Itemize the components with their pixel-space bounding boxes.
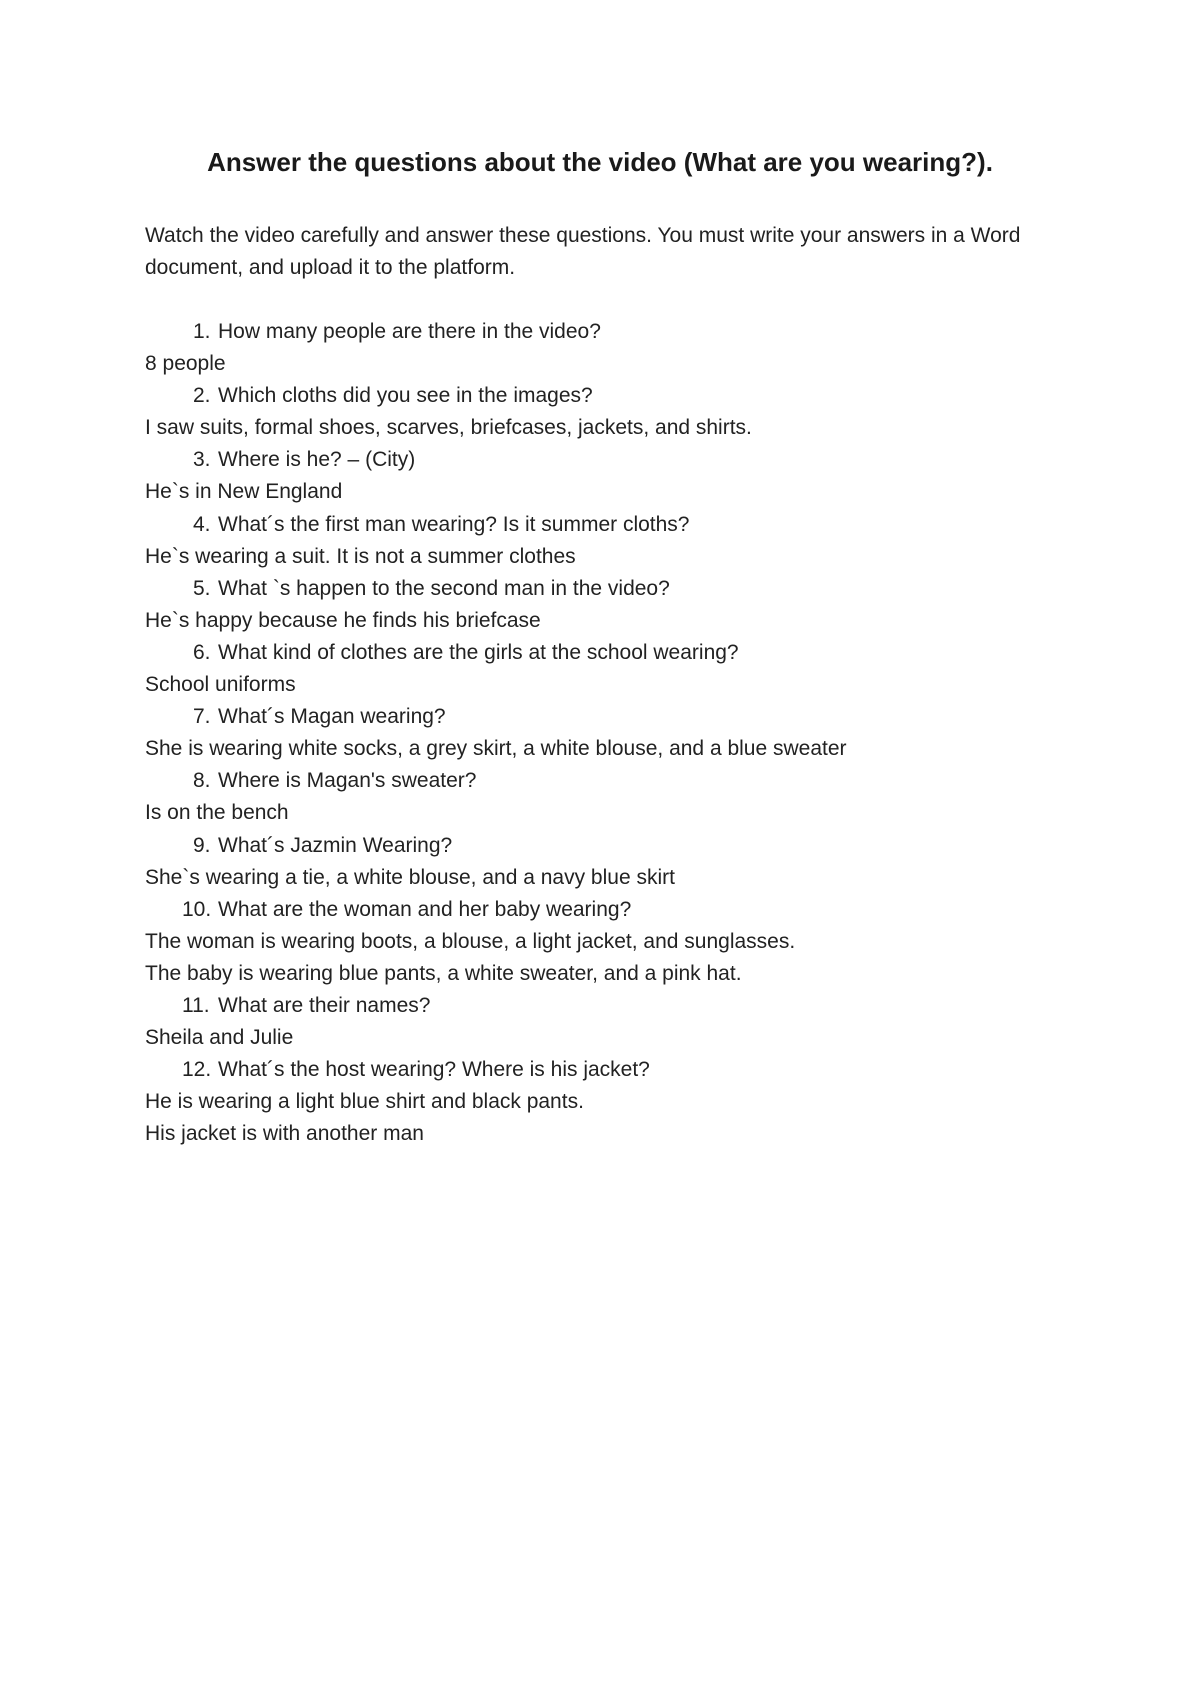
- question-number: 10.: [182, 897, 212, 921]
- document-intro: Watch the video carefully and answer these questions. You must write your answers in a Word document, and upload it to the platform.: [145, 224, 1021, 279]
- question-number: 6.: [193, 640, 211, 664]
- question-item: [145, 990, 1075, 1022]
- question-number: 9.: [193, 833, 211, 857]
- answer-text: He`s in New England: [145, 480, 343, 504]
- answer-text: He is wearing a light blue shirt and black pants.: [145, 1090, 584, 1114]
- question-text: Where is he? – (City): [218, 448, 416, 472]
- question-item: [145, 637, 1075, 669]
- question-text: What´s the first man wearing? Is it summer cloths?: [218, 512, 690, 536]
- question-item: [145, 573, 1075, 605]
- answer-text: School uniforms: [145, 673, 296, 697]
- question-item: [145, 509, 1075, 541]
- question-item: [145, 1054, 1075, 1086]
- question-text: What are the woman and her baby wearing?: [218, 897, 632, 921]
- question-text: What´s Jazmin Wearing?: [218, 833, 453, 857]
- question-text: Where is Magan's sweater?: [218, 769, 477, 793]
- question-number: 5.: [193, 576, 211, 600]
- question-number: 2.: [193, 384, 211, 408]
- question-number: 12.: [182, 1058, 212, 1082]
- question-item: [145, 380, 1075, 412]
- answer-text: He`s wearing a suit. It is not a summer clothes: [145, 544, 576, 568]
- answer-text: She`s wearing a tie, a white blouse, and a navy blue skirt: [145, 865, 675, 889]
- question-text: Which cloths did you see in the images?: [218, 384, 593, 408]
- answer-text: His jacket is with another man: [145, 1122, 424, 1146]
- question-item: [145, 444, 1075, 476]
- question-number: 4.: [193, 512, 211, 536]
- question-item: [145, 894, 1075, 926]
- question-item: [145, 701, 1075, 733]
- question-number: 8.: [193, 769, 211, 793]
- question-number: 7.: [193, 705, 211, 729]
- question-number: 3.: [193, 448, 211, 472]
- question-text: What kind of clothes are the girls at the school wearing?: [218, 640, 739, 664]
- answer-text: I saw suits, formal shoes, scarves, briefcases, jackets, and shirts.: [145, 416, 752, 440]
- answer-text: She is wearing white socks, a grey skirt, a white blouse, and a blue sweater: [145, 737, 847, 761]
- question-text: What´s the host wearing? Where is his jacket?: [218, 1058, 650, 1082]
- answer-text: 8 people: [145, 352, 226, 376]
- question-item: [145, 316, 1075, 348]
- question-item: [145, 830, 1075, 862]
- answer-text: He`s happy because he finds his briefcase: [145, 608, 541, 632]
- answer-text: The woman is wearing boots, a blouse, a light jacket, and sunglasses.: [145, 929, 796, 953]
- question-number: 1.: [193, 320, 211, 343]
- document-title: Answer the questions about the video (What are you wearing?).: [207, 147, 993, 177]
- question-text: What´s Magan wearing?: [218, 705, 446, 729]
- answer-text: Is on the bench: [145, 801, 289, 825]
- answer-text: Sheila and Julie: [145, 1026, 294, 1050]
- question-number: 11.: [182, 993, 210, 1017]
- question-text: How many people are there in the video?: [218, 320, 601, 343]
- question-text: What `s happen to the second man in the video?: [218, 576, 670, 600]
- qa-list: [145, 316, 1075, 1150]
- answer-text: The baby is wearing blue pants, a white sweater, and a pink hat.: [145, 961, 742, 985]
- question-text: What are their names?: [218, 993, 431, 1017]
- question-item: [145, 765, 1075, 797]
